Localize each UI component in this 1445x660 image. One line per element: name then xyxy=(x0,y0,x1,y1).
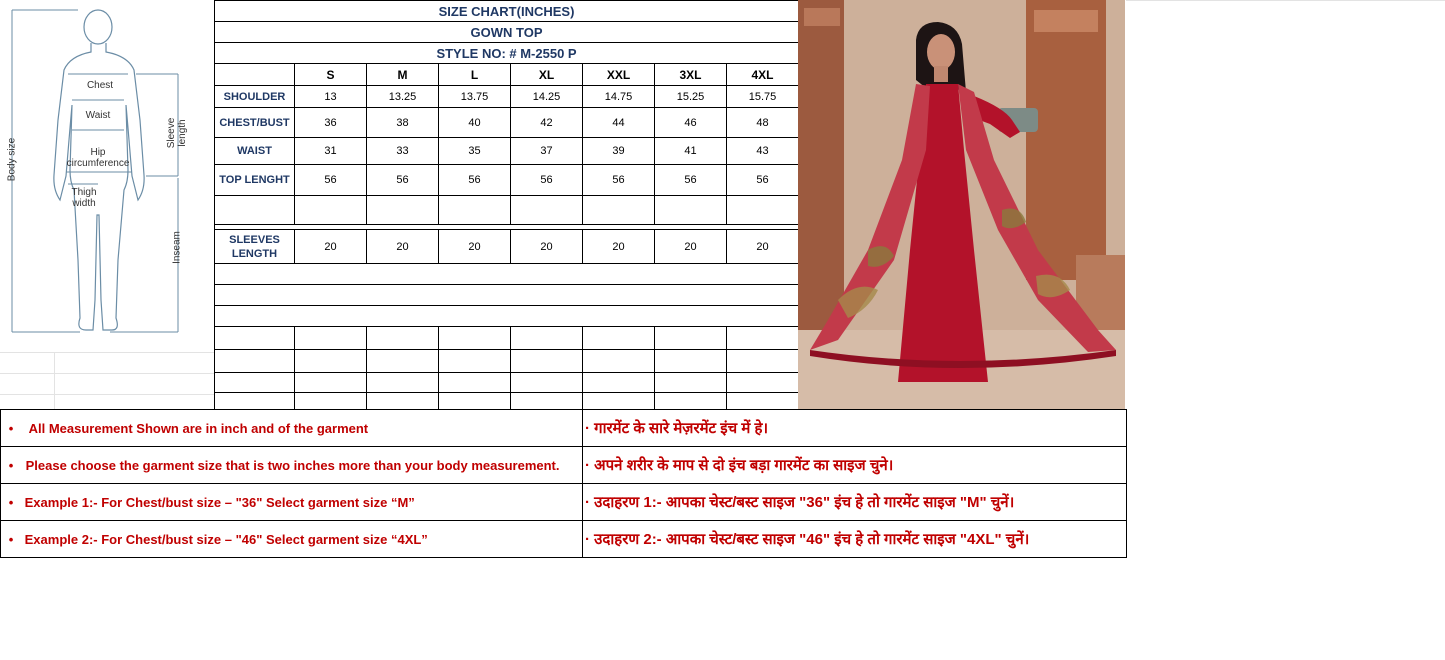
table-cell: 48 xyxy=(727,108,799,138)
note-english-text: All Measurement Shown are in inch and of the garment xyxy=(28,420,369,436)
empty-row xyxy=(215,350,799,373)
table-cell: 56 xyxy=(295,165,367,196)
size-chart-title: SIZE CHART(INCHES) xyxy=(215,1,799,22)
bullet-icon: • xyxy=(8,457,14,473)
note-english xyxy=(1,447,583,484)
table-cell: 20 xyxy=(511,230,583,264)
notes-table xyxy=(0,409,1127,558)
bullet-icon: • xyxy=(8,420,14,436)
table-cell: 14.25 xyxy=(511,86,583,108)
product-photo xyxy=(798,0,1125,409)
size-header-3xl: 3XL xyxy=(655,64,727,86)
waist-row xyxy=(215,138,799,165)
sleeve-label-line1: Sleeve xyxy=(166,117,177,149)
note-hindi: · गारमेंट के सारे मेज़रमेंट इंच में हे। xyxy=(583,410,1127,447)
empty-row xyxy=(215,327,799,350)
chest-label: Chest xyxy=(86,80,114,91)
table-cell: 43 xyxy=(727,138,799,165)
table-cell: 35 xyxy=(439,138,511,165)
empty-row xyxy=(215,373,799,393)
sleeves-length-row xyxy=(215,230,799,264)
thigh-label-line2: width xyxy=(72,198,96,209)
row-label-sleeves-length xyxy=(215,230,295,264)
model-in-red-gown-illustration xyxy=(798,0,1125,409)
empty-row xyxy=(215,285,799,306)
body-measurement-figure xyxy=(0,0,214,352)
table-cell: 20 xyxy=(655,230,727,264)
thigh-label-line1: Thigh xyxy=(71,187,97,198)
table-cell: 44 xyxy=(583,108,655,138)
table-cell: 46 xyxy=(655,108,727,138)
sleeves-label-line1: SLEEVES xyxy=(229,233,280,246)
note-row xyxy=(1,484,1127,521)
table-cell: 33 xyxy=(367,138,439,165)
bullet-icon: • xyxy=(8,494,14,510)
note-english xyxy=(1,521,583,558)
row-label-waist: WAIST xyxy=(215,138,295,165)
note-english-text: Please choose the garment size that is two inches more than your body measurement. xyxy=(25,457,560,473)
hip-label-line1: Hip xyxy=(90,147,106,158)
table-cell: 56 xyxy=(367,165,439,196)
hip-label xyxy=(60,147,136,169)
bullet-icon: • xyxy=(8,531,14,547)
chest-bust-row xyxy=(215,108,799,138)
hip-label-line2: circumference xyxy=(66,158,130,169)
note-hindi: · उदाहरण 2:- आपका चेस्ट/बस्ट साइज "46" इंच हे तो गारमेंट साइज "4XL" चुनें। xyxy=(583,521,1127,558)
note-row xyxy=(1,521,1127,558)
table-cell: 40 xyxy=(439,108,511,138)
style-number: STYLE NO: # M-2550 P xyxy=(215,43,799,64)
row-label-chest-bust: CHEST/BUST xyxy=(215,108,295,138)
table-cell: 56 xyxy=(655,165,727,196)
size-header-blank xyxy=(215,64,295,86)
table-cell: 13 xyxy=(295,86,367,108)
note-english-text: Example 2:- For Chest/bust size – "46" Select garment size “4XL” xyxy=(24,531,428,547)
table-cell: 14.75 xyxy=(583,86,655,108)
row-label-shoulder: SHOULDER xyxy=(215,86,295,108)
garment-type-title: GOWN TOP xyxy=(215,22,799,43)
empty-row xyxy=(215,393,799,410)
table-cell: 56 xyxy=(727,165,799,196)
size-header-xxl: XXL xyxy=(583,64,655,86)
table-cell: 20 xyxy=(439,230,511,264)
size-header-s: S xyxy=(295,64,367,86)
empty-row xyxy=(215,196,799,225)
body-silhouette-illustration xyxy=(0,0,214,352)
sleeve-length-label xyxy=(166,108,188,158)
table-cell: 15.75 xyxy=(727,86,799,108)
size-header-4xl: 4XL xyxy=(727,64,799,86)
table-cell: 56 xyxy=(511,165,583,196)
note-english xyxy=(1,410,583,447)
row-label-top-length: TOP LENGHT xyxy=(215,165,295,196)
size-header-l: L xyxy=(439,64,511,86)
size-chart-table xyxy=(214,0,799,410)
note-row xyxy=(1,410,1127,447)
table-cell: 56 xyxy=(439,165,511,196)
inseam-label: Inseam xyxy=(171,231,183,264)
table-cell: 20 xyxy=(295,230,367,264)
size-header-m: M xyxy=(367,64,439,86)
table-cell: 15.25 xyxy=(655,86,727,108)
table-cell: 56 xyxy=(583,165,655,196)
note-hindi: · अपने शरीर के माप से दो इंच बड़ा गारमेंट का साइज चुने। xyxy=(583,447,1127,484)
table-cell: 41 xyxy=(655,138,727,165)
waist-label: Waist xyxy=(85,110,111,121)
table-cell: 13.25 xyxy=(367,86,439,108)
size-header-xl: XL xyxy=(511,64,583,86)
table-cell: 31 xyxy=(295,138,367,165)
table-cell: 39 xyxy=(583,138,655,165)
note-row xyxy=(1,447,1127,484)
table-cell: 20 xyxy=(583,230,655,264)
note-hindi: · उदाहरण 1:- आपका चेस्ट/बस्ट साइज "36" इंच हे तो गारमेंट साइज "M" चुनें। xyxy=(583,484,1127,521)
table-cell: 20 xyxy=(727,230,799,264)
table-cell: 38 xyxy=(367,108,439,138)
empty-row xyxy=(215,264,799,285)
note-english xyxy=(1,484,583,521)
table-cell: 36 xyxy=(295,108,367,138)
table-cell: 42 xyxy=(511,108,583,138)
size-header-row xyxy=(215,64,799,86)
body-size-label: Body size xyxy=(6,137,18,182)
sleeve-label-line2: length xyxy=(177,119,188,147)
note-english-text: Example 1:- For Chest/bust size – "36" Select garment size “M” xyxy=(24,494,415,510)
thigh-label xyxy=(64,187,104,209)
sleeves-label-line2: LENGTH xyxy=(231,247,278,260)
table-cell: 20 xyxy=(367,230,439,264)
table-cell: 37 xyxy=(511,138,583,165)
table-cell: 13.75 xyxy=(439,86,511,108)
empty-row xyxy=(215,306,799,327)
top-length-row xyxy=(215,165,799,196)
shoulder-row xyxy=(215,86,799,108)
